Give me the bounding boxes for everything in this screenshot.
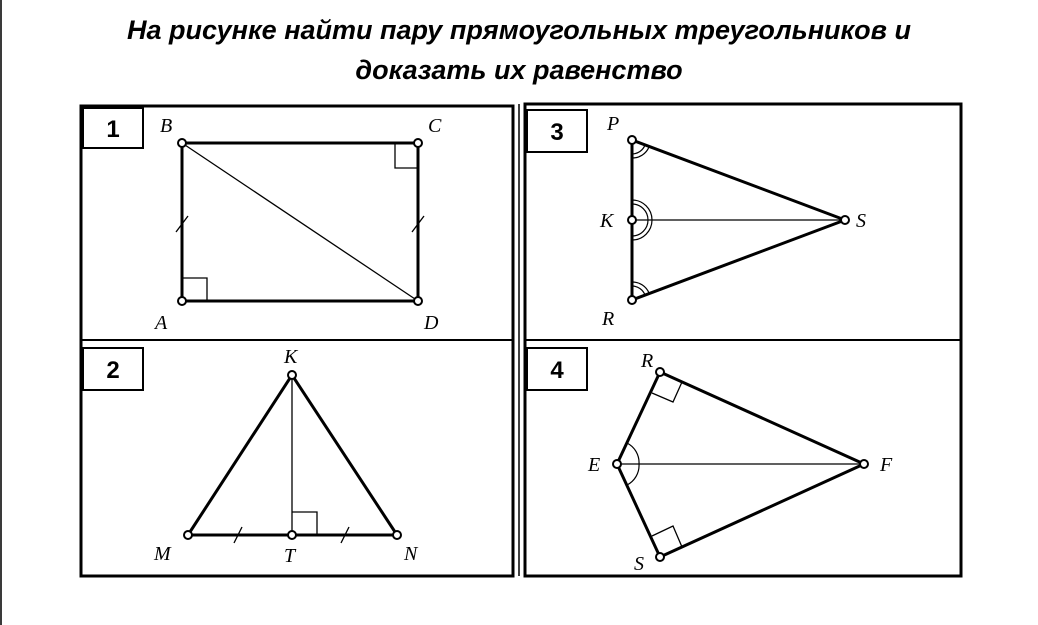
triangle-kmn [188,375,397,543]
panel-4 [527,348,893,575]
vertex-label-p: P [607,113,620,135]
vertex-label-s: S [856,210,866,232]
diagonal-bd [182,143,418,301]
right-angle-mark-a [182,278,207,301]
panel-number: 1 [106,116,120,143]
angle-arc-r [632,286,645,295]
vertex-label-d: D [424,312,439,334]
vertex-label-a: A [155,312,168,334]
vertex-label-k: K [284,346,298,368]
right-angle-mark-t [292,512,317,535]
panel-number: 3 [550,119,564,146]
vertex-label-f: F [880,454,893,476]
right-angle-mark-s [652,526,682,547]
vertex-label-m: M [154,543,171,565]
title-line-1: На рисунке найти пару прямоугольных треугольников и [127,15,911,45]
quadrilateral-refs [617,372,864,557]
vertex-label-r: R [602,308,615,330]
vertex-label-n: N [404,543,418,565]
angle-arc-e-top [627,443,639,464]
title-line-2: доказать их равенство [355,55,683,85]
triangle-prs [632,140,845,300]
panel-1 [83,108,442,334]
panel-number: 4 [550,357,564,384]
vertex-label-t: T [284,545,296,567]
angle-arc-e-bottom [627,464,639,485]
panel-2 [83,346,419,567]
panel-number: 2 [106,357,120,384]
vertex-label-s: S [634,553,644,575]
panel-3 [527,110,866,330]
panel-frames [81,104,961,576]
vertex-label-r: R [641,350,654,372]
vertex-label-e: E [588,454,601,476]
right-angle-mark-r [652,382,682,402]
vertex-label-b: B [160,115,173,137]
right-angle-mark-c [395,143,418,168]
rectangle-abcd [176,143,424,301]
vertex-label-k: K [600,210,614,232]
vertex-label-c: C [428,115,442,137]
angle-arc-p [632,145,645,154]
